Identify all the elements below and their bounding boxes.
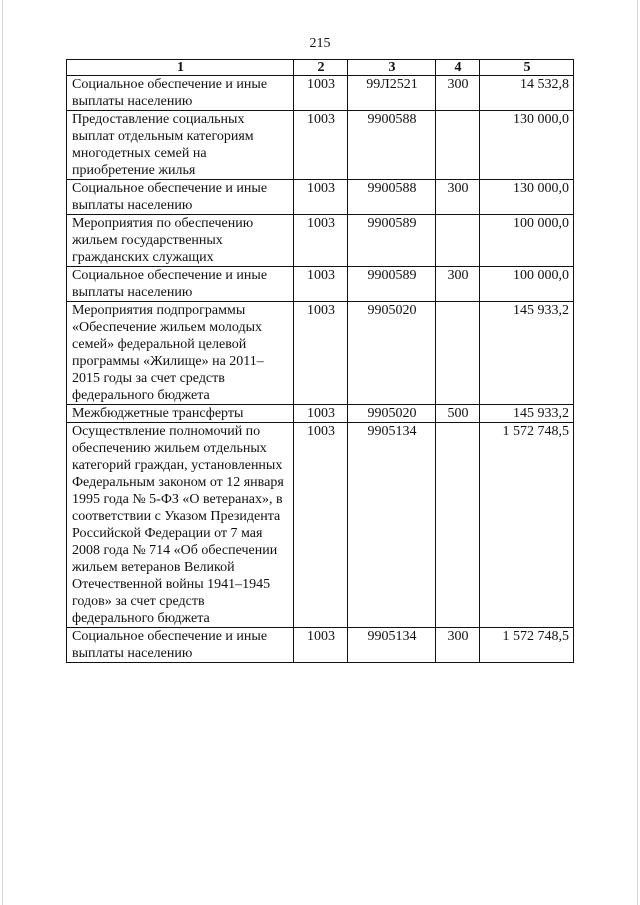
page-number: 215 (309, 36, 331, 51)
row-type: 300 (436, 76, 480, 111)
row-name: Мероприятия подпрограммы «Обеспечение жильем молодых семей» федеральной целевой программы «Жилище» на 2011–2015 годы за счет средств федерального бюджета (67, 302, 294, 405)
header-col-5: 5 (480, 60, 574, 76)
table-row (67, 267, 574, 302)
table-row (67, 180, 574, 215)
scan-edge-right (637, 0, 638, 905)
row-section: 1003 (294, 423, 348, 628)
row-article: 9900589 (348, 215, 436, 267)
row-sum: 130 000,0 (480, 180, 574, 215)
budget-table (66, 59, 574, 663)
row-section: 1003 (294, 628, 348, 663)
row-section: 1003 (294, 180, 348, 215)
row-section: 1003 (294, 302, 348, 405)
row-sum: 1 572 748,5 (480, 628, 574, 663)
row-sum: 1 572 748,5 (480, 423, 574, 628)
header-col-3: 3 (348, 60, 436, 76)
row-name: Предоставление социальных выплат отдельным категориям многодетных семей на приобретение жилья (67, 111, 294, 180)
header-col-1: 1 (67, 60, 294, 76)
table-row (67, 76, 574, 111)
row-name: Социальное обеспечение и иные выплаты населению (67, 267, 294, 302)
table-row (67, 111, 574, 180)
row-section: 1003 (294, 405, 348, 423)
row-type (436, 302, 480, 405)
table-header (67, 60, 574, 76)
table-row (67, 405, 574, 423)
row-type (436, 215, 480, 267)
row-article: 9900588 (348, 111, 436, 180)
row-article: 9905020 (348, 405, 436, 423)
row-article: 9900588 (348, 180, 436, 215)
table-row (67, 423, 574, 628)
row-type: 300 (436, 180, 480, 215)
table-row (67, 628, 574, 663)
row-section: 1003 (294, 215, 348, 267)
row-name: Мероприятия по обеспечению жильем государственных гражданских служащих (67, 215, 294, 267)
row-name: Социальное обеспечение и иные выплаты населению (67, 76, 294, 111)
header-col-2: 2 (294, 60, 348, 76)
row-article: 9905134 (348, 628, 436, 663)
row-article: 9905020 (348, 302, 436, 405)
row-name: Социальное обеспечение и иные выплаты населению (67, 180, 294, 215)
row-article: 9900589 (348, 267, 436, 302)
row-article: 99Л2521 (348, 76, 436, 111)
row-sum: 14 532,8 (480, 76, 574, 111)
row-section: 1003 (294, 111, 348, 180)
table-row (67, 215, 574, 267)
row-sum: 145 933,2 (480, 302, 574, 405)
row-name: Осуществление полномочий по обеспечению жильем отдельных категорий граждан, установленных Федеральным законом от 12 января 1995 года № 5-ФЗ «О ветеранах», в соответствии с Указом Президента Российской Федерации от 7 мая 2008 года № 714 «Об обеспечении жильем ветеранов Великой Отечественной войны 1941–1945 годов» за счет средств федерального бюджета (67, 423, 294, 628)
row-name: Социальное обеспечение и иные выплаты населению (67, 628, 294, 663)
header-col-4: 4 (436, 60, 480, 76)
row-name: Межбюджетные трансферты (67, 405, 294, 423)
row-sum: 130 000,0 (480, 111, 574, 180)
row-type (436, 423, 480, 628)
table-body (67, 76, 574, 663)
table-row (67, 302, 574, 405)
row-type: 300 (436, 267, 480, 302)
header-row (67, 60, 574, 76)
row-type: 300 (436, 628, 480, 663)
row-article: 9905134 (348, 423, 436, 628)
row-type: 500 (436, 405, 480, 423)
row-sum: 100 000,0 (480, 267, 574, 302)
row-section: 1003 (294, 267, 348, 302)
scan-edge-left (2, 0, 3, 905)
row-type (436, 111, 480, 180)
row-section: 1003 (294, 76, 348, 111)
row-sum: 145 933,2 (480, 405, 574, 423)
row-sum: 100 000,0 (480, 215, 574, 267)
